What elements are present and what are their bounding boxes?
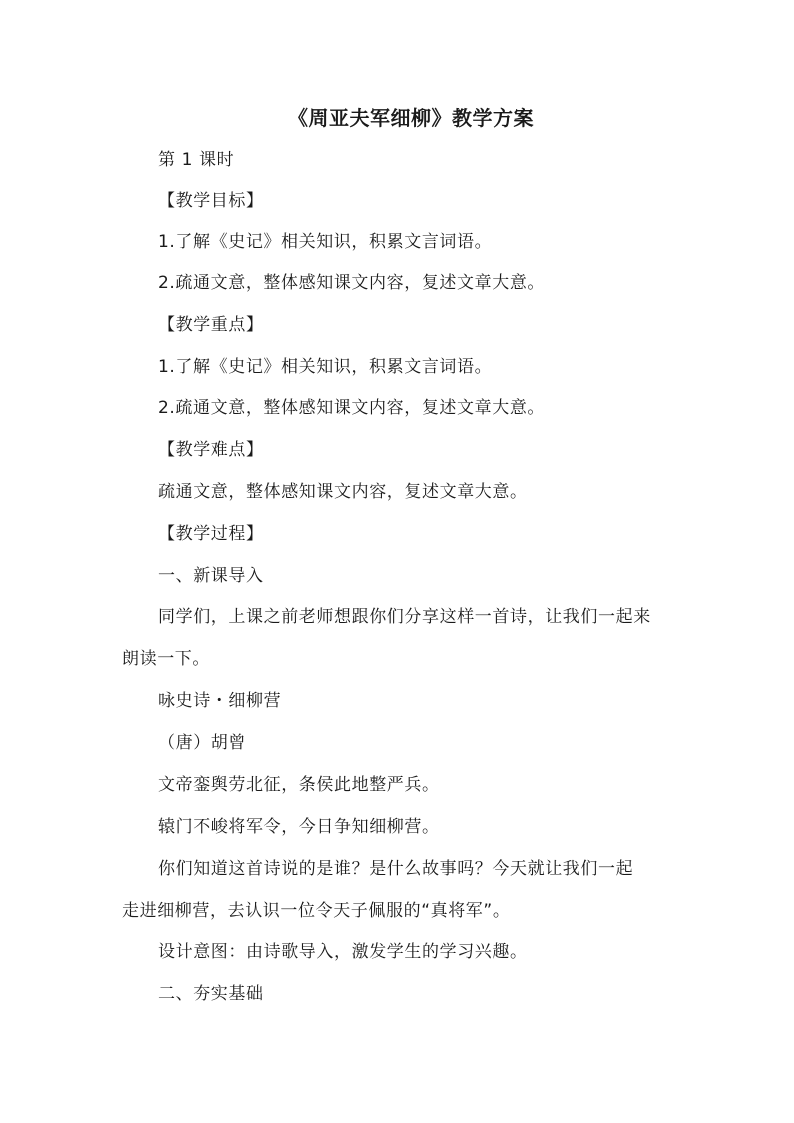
key-points-heading: 【教学重点】 bbox=[158, 315, 264, 335]
difficulty-item-1: 疏通文意，整体感知课文内容，复述文章大意。 bbox=[158, 482, 528, 502]
goal-item-1: 1.了解《史记》相关知识，积累文言词语。 bbox=[158, 232, 493, 252]
difficulty-heading: 【教学难点】 bbox=[158, 440, 264, 460]
process-heading: 【教学过程】 bbox=[158, 524, 264, 544]
lesson-label: 第 1 课时 bbox=[158, 150, 235, 170]
goal-item-2: 2.疏通文意，整体感知课文内容，复述文章大意。 bbox=[158, 273, 546, 293]
document-title: 《周亚夫军细柳》教学方案 bbox=[288, 106, 534, 130]
section-heading-1: 一、新课导入 bbox=[158, 566, 264, 586]
design-intent: 设计意图：由诗歌导入，激发学生的学习兴趣。 bbox=[158, 942, 528, 962]
paragraph-1-line-2: 朗读一下。 bbox=[122, 649, 210, 669]
section-heading-2: 二、夯实基础 bbox=[158, 984, 264, 1004]
paragraph-1-line-1: 同学们，上课之前老师想跟你们分享这样一首诗，让我们一起来 bbox=[158, 607, 651, 627]
key-point-item-1: 1.了解《史记》相关知识，积累文言词语。 bbox=[158, 357, 493, 377]
poem-author: （唐）胡曾 bbox=[158, 733, 246, 753]
poem-line-1: 文帝銮舆劳北征，条侯此地整严兵。 bbox=[158, 775, 440, 795]
paragraph-2-line-1: 你们知道这首诗说的是谁？是什么故事吗？今天就让我们一起 bbox=[158, 859, 634, 879]
key-point-item-2: 2.疏通文意，整体感知课文内容，复述文章大意。 bbox=[158, 398, 546, 418]
poem-title: 咏史诗・细柳营 bbox=[158, 691, 282, 711]
paragraph-2-line-2: 走进细柳营，去认识一位令天子佩服的“真将军”。 bbox=[122, 901, 511, 921]
goals-heading: 【教学目标】 bbox=[158, 191, 264, 211]
poem-line-2: 辕门不峻将军令，今日争知细柳营。 bbox=[158, 817, 440, 837]
